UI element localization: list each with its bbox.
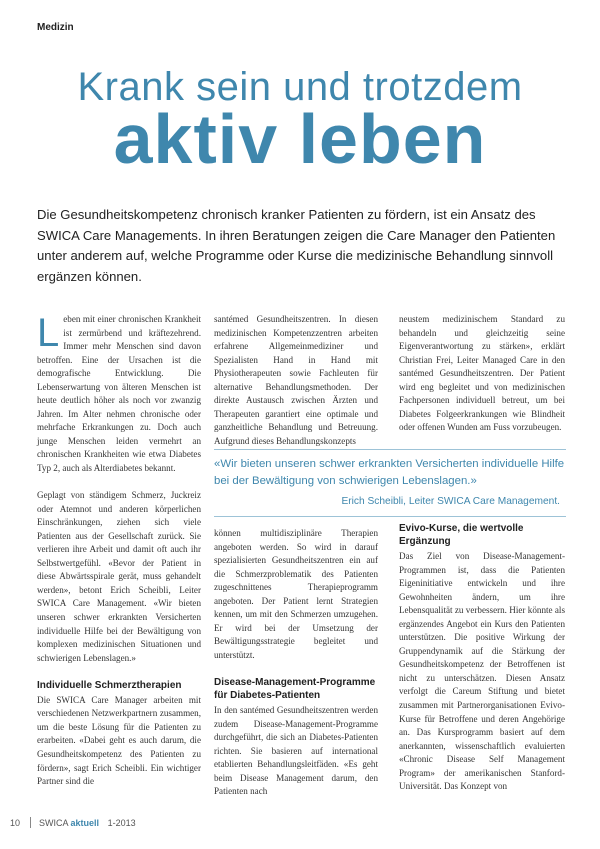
pull-quote: «Wir bieten unseren schwer erkrankten Versicherten individuelle Hilfe bei der Bewältigung von schwierigen Lebenslagen.» [214, 458, 565, 487]
quote-rule-top [214, 449, 566, 450]
col1-paragraph-3: Die SWICA Care Manager arbeiten mit verschiedenen Netzwerkpartnern zusammen, um die beste Lösung für die Patienten zu erarbeiten. «Dabei geht es auch darum, die Gesundheitskompetenz des Patienten zu fördern», sagt Erich Scheibli. Ein wichtiger Partner sind die [37, 694, 201, 787]
col1-paragraph-1: eben mit einer chronischen Krankheit ist zermürbend und kräftezehrend. Immer mehr Menschen sind davon betroffen. Eine der Ursachen ist die demografische Entwicklung. Die Lebenserwartung von älteren Menschen ist heute deutlich höher als noch vor zwanzig Jahren. Im Alter nehmen chronische oder mehrfache Erkrankungen zu. Doch auch junge Menschen leiden vermehrt an chronischen Krankheiten wie etwa Diabetes Typ 2, auch als Alterdiabetes bekannt. [37, 314, 201, 474]
column-3-bottom [399, 522, 565, 794]
headline-line-2: aktiv leben [113, 100, 487, 178]
column-3-top [399, 313, 565, 435]
page-number: 10 [10, 818, 21, 828]
page-footer [10, 817, 136, 828]
col3-subheading: Evivo-Kurse, die wertvolle Ergänzung [399, 523, 524, 547]
col2-subheading: Disease-Management-Programme für Diabetes-Patienten [214, 677, 376, 702]
column-1 [37, 313, 201, 789]
footer-divider [30, 817, 31, 828]
column-2-bottom [214, 527, 378, 799]
col2-paragraph-1: santémed Gesundheitszentren. In diesen medizinischen Kompetenzzentren arbeiten erfahrene Allgemeinmediziner und Spezialisten Hand in Hand mit Physiotherapeuten sowie Fachleuten für alternative Behandlungsmethoden. Der direkte Austausch zwischen Ärzten und Therapeuten garantiert eine optimale und ganzheitliche Behandlung und Betreuung. Aufgrund dieses Behandlungskonzepts [214, 314, 378, 446]
col1-paragraph-2: Geplagt von ständigem Schmerz, Juckreiz oder Atemnot und anderen körperlichen Einschränkungen, ziehen sich viele Patienten aus der Gesellschaft zurück. Sie verlieren ihre Arbeit und damit oft auch ihr Selbstwertgefühl. «Bevor der Patient in diese Abwärtsspirale gerät, muss gehandelt werden», betont Erich Scheibli, Leiter SWICA Care Management. «Wir bieten unseren schwer erkrankten Versicherten individuelle Hilfe bei der Bewältigung von komplexen medizinischen Situationen und schwierigen Lebenslagen.» [37, 490, 201, 663]
section-label: Medizin [37, 22, 74, 33]
col1-subheading: Individuelle Schmerztherapien [37, 679, 182, 691]
lead-paragraph: Die Gesundheitskompetenz chronisch kranker Patienten zu fördern, ist ein Ansatz des SWICA Care Managements. In ihren Beratungen zeigen die Care Manager den Patienten unter anderem auf, welche Programme oder Kurse die medizinische Behandlung sinnvoll ergänzen können. [37, 207, 556, 284]
footer-brand-suffix: aktuell [70, 818, 100, 828]
col2-paragraph-3: In den santémed Gesundheitszentren werden zudem Disease-Management-Programme durchgeführt, die sich an Diabetes-Patienten richten. Sie basieren auf international etablierten Behandlungsleitfäden. «Es geht beim Disease Management darum, den Patienten nach [214, 705, 378, 797]
col3-paragraph-1: neustem medizinischem Standard zu behandeln und gleichzeitig seine Eigenverantwortung zu stärken», erklärt Christian Frei, Leiter Managed Care in den santémed Gesundheitszentren. Der Patient wird eng begleitet und von medizinischen Fachpersonen individuell betreut, um bei Diabetes Folgeerkrankungen wie Blindheit oder offenen Wunden am Fuss vorzubeugen. [399, 314, 565, 433]
footer-brand: SWICA [39, 818, 69, 828]
dropcap: L [37, 311, 60, 355]
col2-paragraph-2: können multidisziplinäre Therapien angeboten werden. So wird in darauf spezialisierten Gesundheitszentren ein auf die Schmerzproblematik des Patienten zugeschnittenes Therapieprogramm angeboten. Der Patient lernt Strategien kennen, um mit den Schmerzen umzugehen. Er wird bei der Umsetzung der Bewältigungsstrategie begleitet und unterstützt. [214, 528, 378, 660]
col3-paragraph-2: Das Ziel von Disease-Management-Programmen ist, dass die Patienten Eigeninitiative entwickeln und ihre Gewohnheiten ändern, um ihre Lebensqualität zu verbessern. Hier könnte als ergänzendes Angebot ein Kurs den Patienten unterstützen. Die positive Wirkung der Gruppendynamik auf die Stärkung der Gesundheitskompetenz der Betroffenen ist nicht zu unterschätzen. Diesen Ansatz verfolgt die Careum Stiftung und bietet zusammen mit Partnerorganisationen Evivo-Kurse für Betroffene und deren Angehörige an. Das Kursprogramm basiert auf dem anerkannten, wissenschaftlich evaluierten «Chronic Disease Self Management Program» der amerikanischen Stanford-Universität. Das Konzept von [399, 551, 565, 792]
pull-quote-author: Erich Scheibli, Leiter SWICA Care Management. [341, 496, 560, 507]
footer-issue: 1-2013 [107, 818, 136, 828]
quote-rule-bottom [214, 516, 566, 517]
headline-line-1: Krank sein und trotzdem [77, 65, 523, 109]
column-2-top [214, 313, 378, 448]
